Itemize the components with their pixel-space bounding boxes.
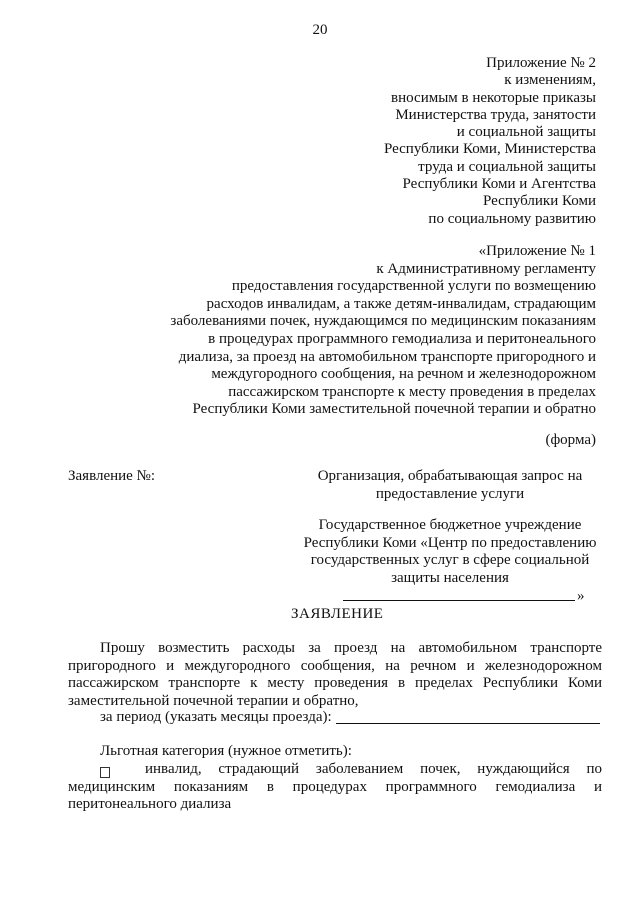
organization-closing-quote bbox=[577, 588, 585, 605]
option-1-label: инвалид, страдающий заболеванием почек, нуждающийся по медицинским показаниям в процедурах программного гемодиализа и перитонеального диализа bbox=[68, 761, 602, 813]
appendix-2-line: Приложение № 2 bbox=[486, 55, 596, 71]
page-number bbox=[0, 22, 640, 39]
organization-header bbox=[300, 468, 600, 503]
appendix-2-line: к изменениям, bbox=[504, 72, 596, 89]
organization-name bbox=[290, 517, 610, 587]
appendix-1-line: заболеваниями почек, нуждающимся по медицинским показаниям bbox=[170, 313, 596, 330]
form-label bbox=[545, 432, 596, 449]
request-paragraph bbox=[68, 640, 602, 710]
application-number-label-text: Заявление №: bbox=[68, 468, 156, 484]
option-1-text bbox=[68, 761, 602, 814]
appendix-1-line: в процедурах программного гемодиализа и перитонеального bbox=[208, 330, 596, 347]
appendix-2-line: и социальной защиты bbox=[456, 124, 596, 141]
organization-name-line: Республики Коми «Центр по предоставлению bbox=[303, 534, 597, 551]
appendix-1-line: расходов инвалидам, а также детям-инвалидам, страдающим bbox=[206, 295, 596, 312]
document-title-text: ЗАЯВЛЕНИЕ bbox=[291, 606, 384, 622]
appendix-2-header bbox=[266, 55, 596, 228]
appendix-2-line: Республики Коми и Агентства bbox=[402, 176, 596, 193]
appendix-1-line: Республики Коми заместительной почечной терапии и обратно bbox=[192, 401, 596, 418]
appendix-2-line: по социальному развитию bbox=[428, 210, 596, 227]
appendix-2-line: вносимым в некоторые приказы bbox=[391, 89, 596, 106]
appendix-1-line: предоставления государственной услуги по возмещению bbox=[231, 278, 596, 295]
period-row bbox=[100, 709, 332, 726]
category-label-text: Льготная категория (нужное отметить): bbox=[100, 743, 352, 759]
appendix-1-line: междугородного сообщения, на речном и железнодорожном bbox=[211, 366, 596, 383]
appendix-1-line: пассажирском транспорте к месту проведения в пределах bbox=[228, 383, 596, 400]
appendix-2-line: Республики Коми, Министерства bbox=[383, 141, 596, 158]
request-text: Прошу возместить расходы за проезд на автомобильном транспорте пригородного и междугородного сообщения, на речном и железнодорожном пассажирском транспорте к месту проведения в пределах Республики Коми заместительной почечной терапии и обратно, bbox=[68, 640, 602, 709]
organization-name-line: государственных услуг в сфере социальной bbox=[310, 552, 590, 569]
application-number-label bbox=[68, 468, 155, 485]
period-label: за период (указать месяцы проезда): bbox=[100, 709, 332, 725]
appendix-2-line: Республики Коми bbox=[483, 193, 596, 210]
appendix-1-line: к Административному регламенту bbox=[376, 260, 596, 277]
closing-quote-text: » bbox=[577, 588, 585, 604]
period-input[interactable] bbox=[336, 709, 600, 724]
appendix-1-line: диализа, за проезд на автомобильном транспорте пригородного и bbox=[178, 348, 596, 365]
category-label bbox=[100, 743, 352, 760]
appendix-1-line: «Приложение № 1 bbox=[478, 243, 596, 259]
organization-header-line: предоставление услуги bbox=[375, 485, 525, 502]
page-number-text: 20 bbox=[312, 22, 328, 38]
form-label-text: (форма) bbox=[545, 432, 596, 448]
organization-name-line: Государственное бюджетное учреждение bbox=[318, 517, 582, 533]
organization-header-line: Организация, обрабатывающая запрос на bbox=[317, 468, 583, 484]
organization-blank-line[interactable] bbox=[343, 586, 575, 601]
appendix-2-line: Министерства труда, занятости bbox=[395, 106, 596, 123]
appendix-1-header bbox=[96, 243, 596, 419]
appendix-2-line: труда и социальной защиты bbox=[418, 158, 596, 175]
organization-name-line: защиты населения bbox=[391, 569, 509, 586]
document-title bbox=[291, 606, 383, 623]
